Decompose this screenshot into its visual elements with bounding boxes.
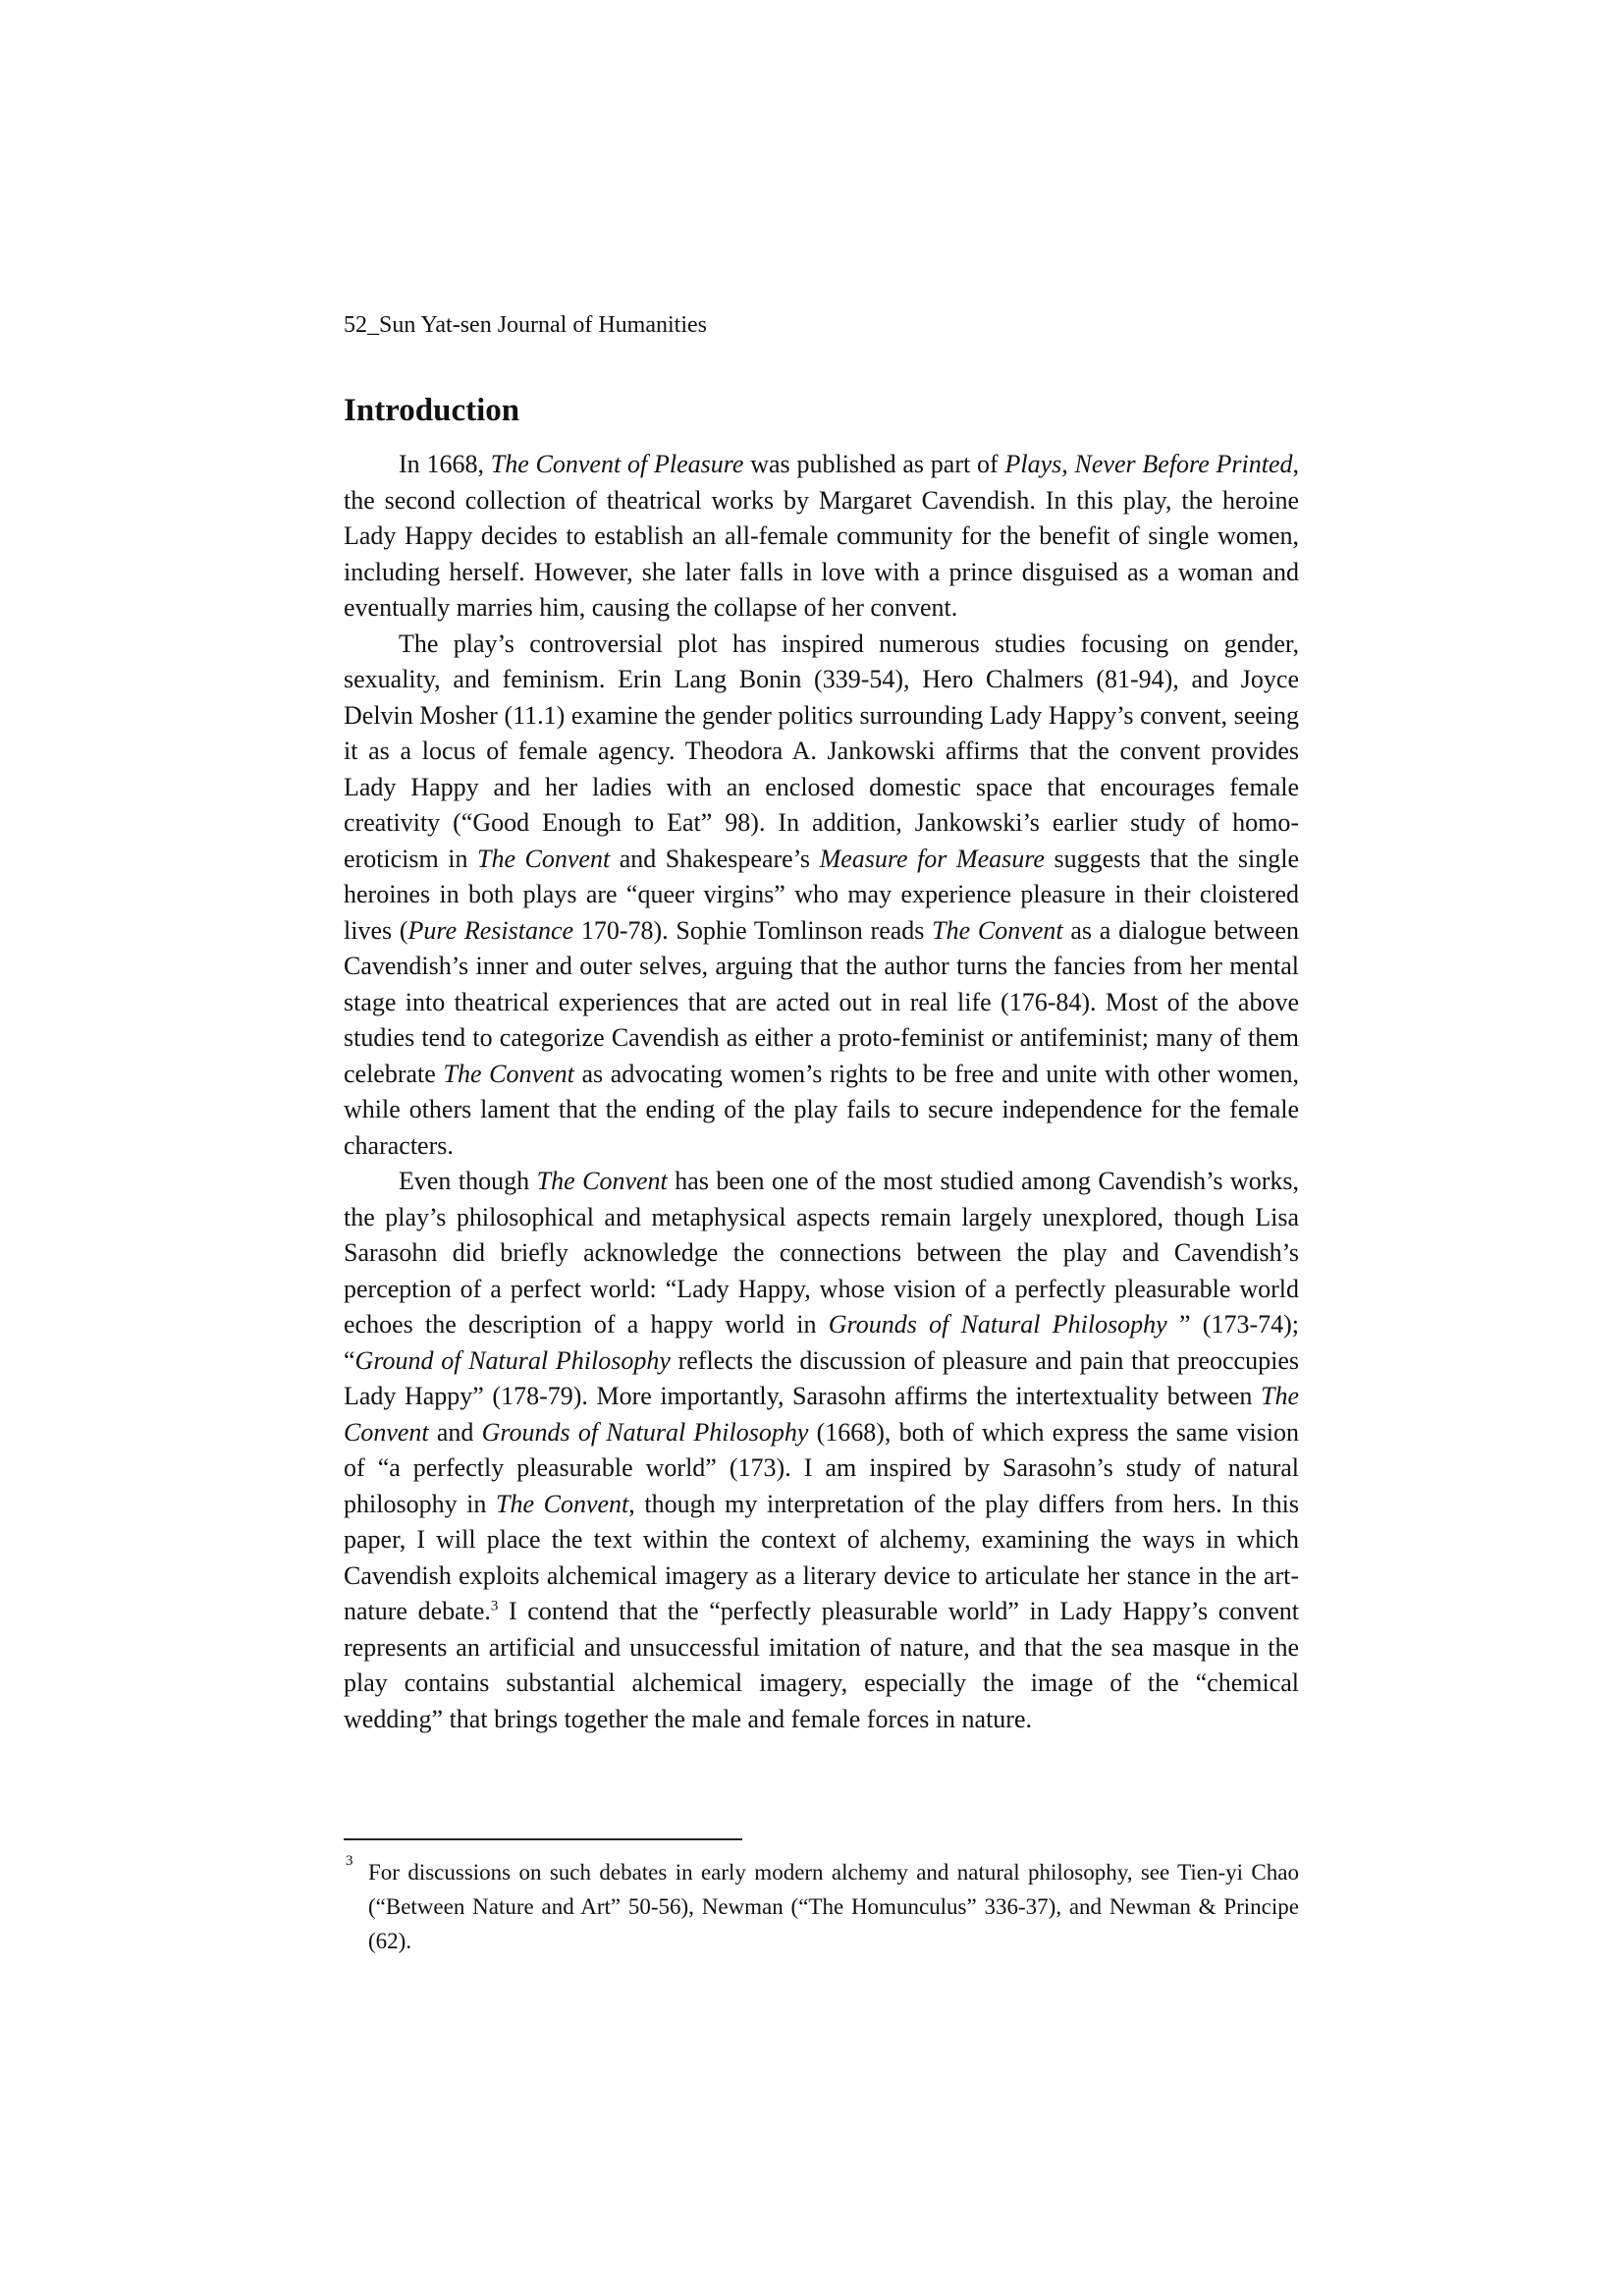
text-run: ” (173-74); “ bbox=[344, 1310, 1299, 1375]
body-paragraph-1 bbox=[344, 447, 1299, 627]
footnote-reference[interactable]: 3 bbox=[490, 1598, 499, 1614]
italic-title: Grounds of Natural Philosophy bbox=[828, 1310, 1167, 1339]
text-run: and bbox=[428, 1417, 482, 1447]
body-paragraph-2 bbox=[344, 627, 1299, 1165]
body-paragraph-3 bbox=[344, 1164, 1299, 1737]
italic-title: The Convent of Pleasure bbox=[490, 450, 744, 478]
italic-title: The Convent bbox=[344, 1382, 1299, 1447]
text-run: , the second collection of theatrical works by Margaret Cavendish. In this play, the heroine Lady Happy decides to establish an all-female community for the benefit of single women, including herself. However, she later falls in love with a prince disguised as a woman and eventually marries him, causing the collapse of her convent. bbox=[344, 450, 1300, 622]
text-run: as advocating women’s rights to be free and unite with other women, while others lament that the ending of the play fails to secure independence for the female characters. bbox=[344, 1059, 1299, 1160]
italic-title: Measure for Measure bbox=[819, 844, 1045, 873]
text-run: In 1668, bbox=[399, 450, 491, 478]
italic-title: Plays, Never Before Printed bbox=[1004, 450, 1293, 478]
footnote-number: 3 bbox=[346, 1853, 353, 1869]
italic-title: Pure Resistance bbox=[407, 915, 574, 945]
text-run: (1668), both of which express the same vision of “a perfectly pleasurable world” (173). I am inspired by Sarasohn’s study of natural philosophy in bbox=[344, 1417, 1299, 1518]
text-run: and Shakespeare’s bbox=[610, 844, 820, 873]
footnote-text: For discussions on such debates in early modern alchemy and natural philosophy, see Tien-yi Chao (“Between Nature and Art” 50-56), Newman (“The Homunculus” 336-37), and Newman & Principe (62). bbox=[368, 1860, 1299, 1953]
italic-title: Grounds of Natural Philosophy bbox=[481, 1417, 809, 1447]
text-run: , though my interpretation of the play differs from hers. In this paper, I will place the text within the context of alchemy, examining the ways in which Cavendish exploits alchemical imagery as a literary device to articulate her stance in the art-nature debate. bbox=[344, 1489, 1299, 1625]
text-run: The play’s controversial plot has inspired numerous studies focusing on gender, sexuality, and feminism. Erin Lang Bonin (339-54), Hero Chalmers (81-94), and Joyce Delvin Mosher (11.1) examine the gender politics surrounding Lady Happy’s convent, seeing it as a locus of female agency. Theodora A. Jankowski affirms that the convent provides Lady Happy and her ladies with an enclosed domestic space that encourages female creativity (“Good Enough to Eat” 98). In addition, Jankowski’s earlier study of homo-eroticism in bbox=[344, 629, 1299, 873]
italic-title: The Convent bbox=[496, 1489, 629, 1518]
italic-title: The Convent bbox=[477, 844, 611, 873]
body-text bbox=[344, 447, 1299, 1737]
running-head: 52_Sun Yat-sen Journal of Humanities bbox=[344, 312, 707, 338]
text-run: reflects the discussion of pleasure and pain that preoccupies Lady Happy” (178-79). More importantly, Sarasohn affirms the intertextuality between bbox=[344, 1345, 1299, 1410]
footnote-divider bbox=[344, 1838, 742, 1840]
italic-title: Ground of Natural Philosophy bbox=[354, 1345, 671, 1375]
text-run: 170-78). Sophie Tomlinson reads bbox=[573, 915, 933, 945]
italic-title: The Convent bbox=[932, 915, 1063, 945]
text-run: suggests that the single heroines in both plays are “queer virgins” who may experience pleasure in their cloistered lives ( bbox=[344, 844, 1299, 945]
section-heading: Introduction bbox=[344, 393, 520, 428]
italic-title: The Convent bbox=[443, 1059, 574, 1088]
italic-title: The Convent bbox=[536, 1167, 668, 1195]
text-run: was published as part of bbox=[743, 450, 1005, 478]
text-run: has been one of the most studied among Cavendish’s works, the play’s philosophical and metaphysical aspects remain largely unexplored, though Lisa Sarasohn did briefly acknowledge the connections between the play and Cavendish’s perception of a perfect world: “Lady Happy, whose vision of a perfectly pleasurable world echoes the description of a happy world in bbox=[344, 1167, 1299, 1339]
text-run: as a dialogue between Cavendish’s inner and outer selves, arguing that the author turns the fancies from her mental stage into theatrical experiences that are acted out in real life (176-84). Most of the above studies tend to categorize Cavendish as either a proto-feminist or antifeminist; many of them celebrate bbox=[344, 915, 1299, 1088]
footnote bbox=[344, 1855, 1299, 1958]
text-run: Even though bbox=[399, 1167, 537, 1195]
text-run: I contend that the “perfectly pleasurable world” in Lady Happy’s convent represents an artificial and unsuccessful imitation of nature, and that the sea masque in the play contains substantial alchemical imagery, especially the image of the “chemical wedding” that brings together the male and female forces in nature. bbox=[344, 1597, 1299, 1733]
